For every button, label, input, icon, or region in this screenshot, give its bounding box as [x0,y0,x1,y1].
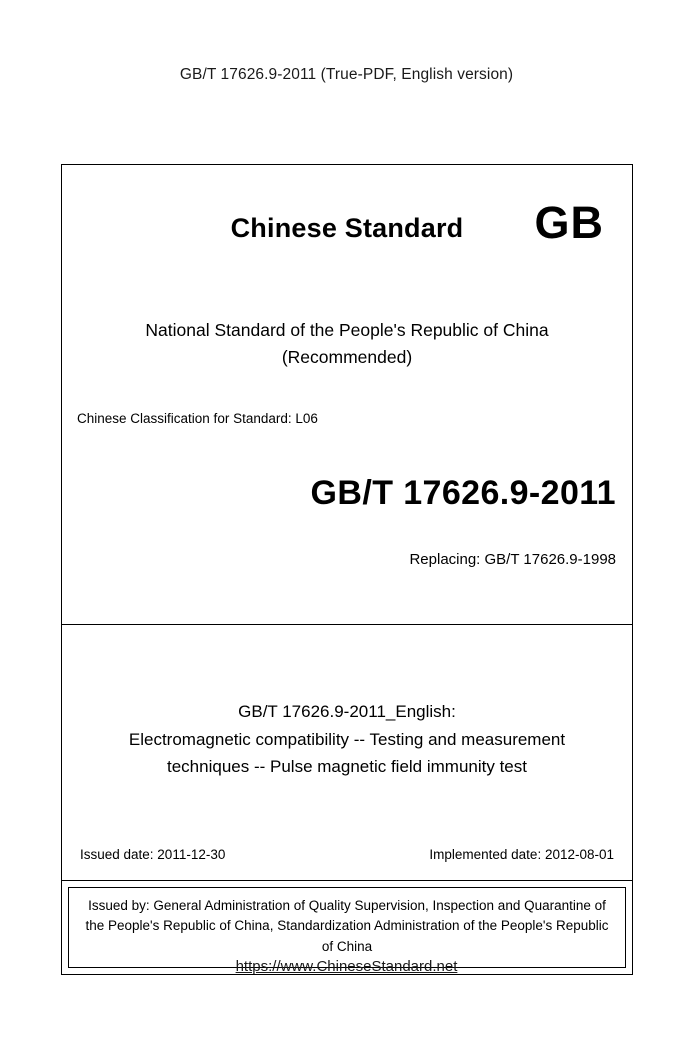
english-title-line3: techniques -- Pulse magnetic field immunity test [167,757,527,777]
standard-number: GB/T 17626.9-2011 [310,474,616,513]
title-row [62,165,632,275]
cover-middle-section [62,625,632,881]
page-caption: GB/T 17626.9-2011 (True-PDF, English version) [179,66,514,83]
classification-label: Chinese Classification for Standard: L06 [77,411,318,427]
cover-upper-section [62,165,632,625]
national-standard-line1: National Standard of the People's Republic of China [145,320,549,340]
english-title-block [62,625,632,781]
document-page [0,66,693,1046]
replacing-label: Replacing: GB/T 17626.9-1998 [409,551,616,569]
english-title-line1: GB/T 17626.9-2011_English: [238,702,456,721]
cover-heading: Chinese Standard [230,213,464,243]
english-title-line2: Electromagnetic compatibility -- Testing and measurement [128,729,566,749]
national-standard-block [62,317,632,371]
issued-date: Issued date: 2011-12-30 [80,847,226,862]
cover-frame [61,164,633,975]
dates-row [62,847,632,862]
footer-url[interactable]: https://www.ChineseStandard.net [235,958,458,975]
issued-by-box: Issued by: General Administration of Quality Supervision, Inspection and Quarantine of the People's Republic of China, Standardization Administration of the People's Republic of China [68,887,626,968]
implemented-date: Implemented date: 2012-08-01 [429,847,614,862]
gb-logo: GB [534,197,604,248]
national-standard-line2: (Recommended) [281,347,413,368]
